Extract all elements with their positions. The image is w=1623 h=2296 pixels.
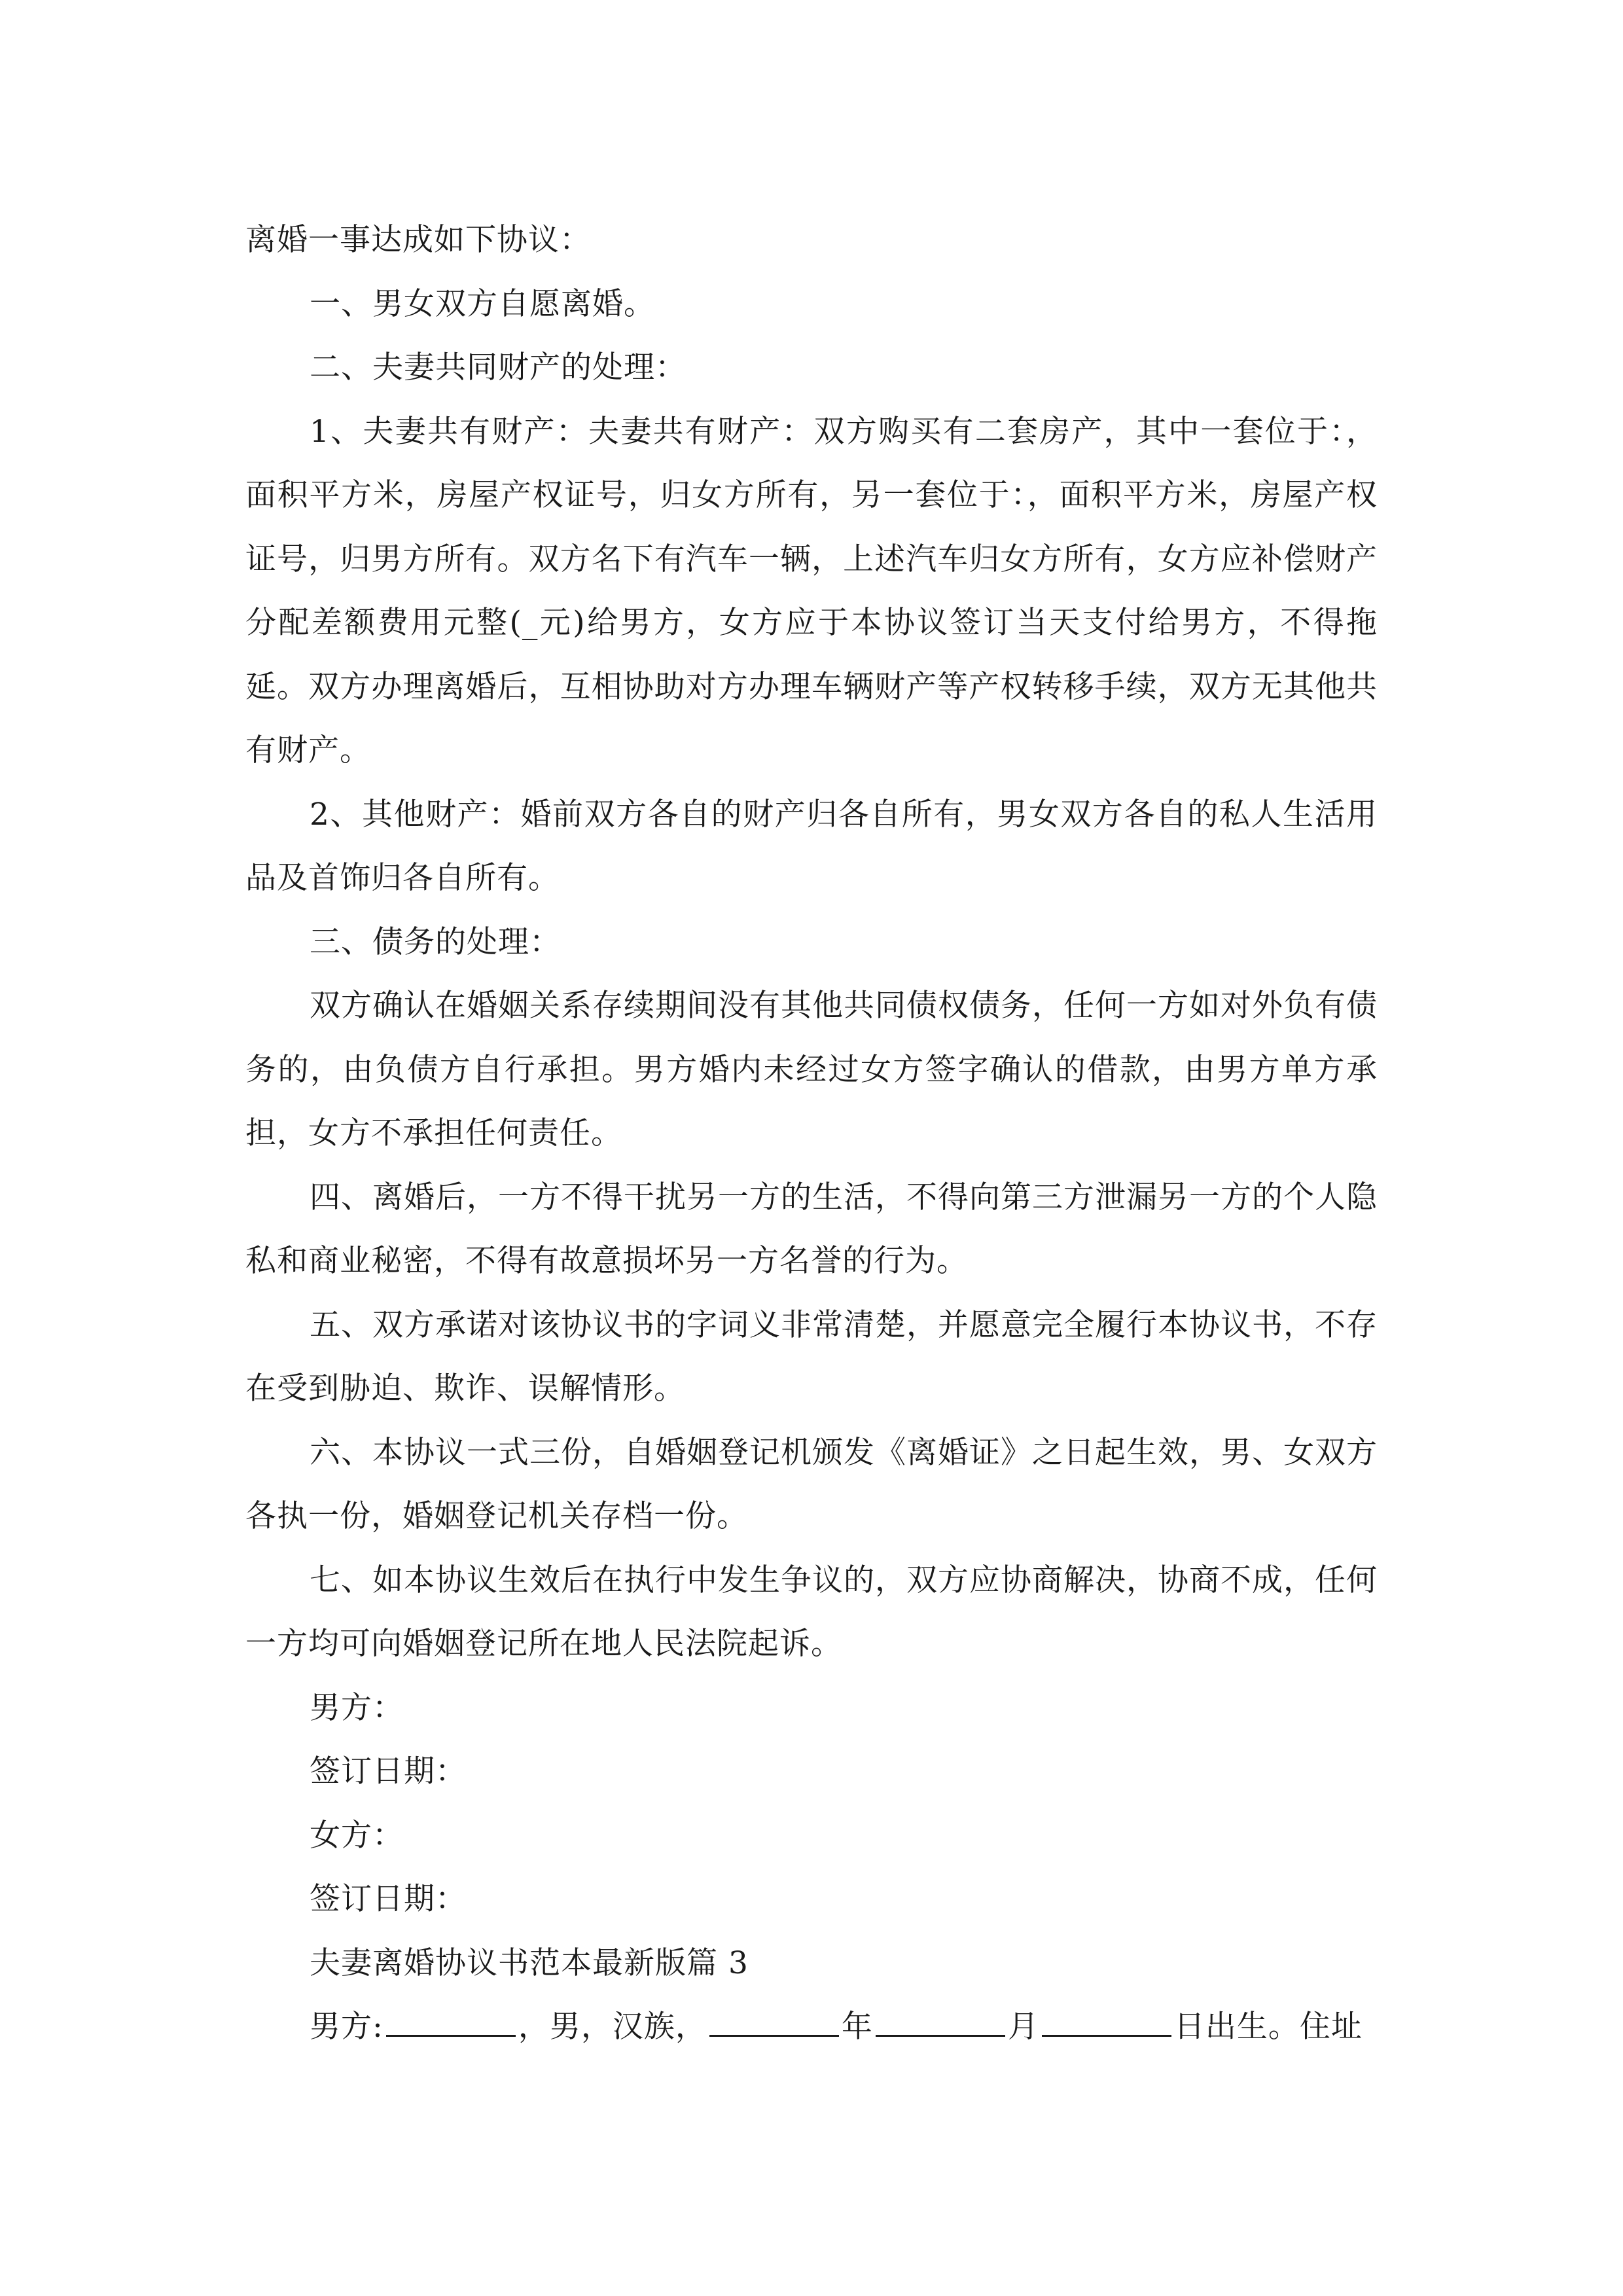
- year-blank: [709, 2009, 839, 2037]
- husband-sign-date-label: 签订日期：: [310, 1753, 467, 1789]
- month-blank: [876, 2009, 1005, 2037]
- year-label: 年: [841, 2009, 873, 2045]
- wife-signature-label: 女方：: [310, 1817, 404, 1854]
- husband-info-line: [245, 1995, 1378, 2059]
- clause-3-body: 双方确认在婚姻关系存续期间没有其他共同债权债务，任何一方如对外负有债务的，由负债方自行承担。男方婚内未经过女方签字确认的借款，由男方单方承担，女方不承担任何责任。: [245, 988, 1378, 1151]
- clause-4: 四、离婚后，一方不得干扰另一方的生活，不得向第三方泄漏另一方的个人隐私和商业秘密，不得有故意损坏另一方名誉的行为。: [245, 1179, 1378, 1279]
- clause-2-item-2: 2、其他财产：婚前双方各自的财产归各自所有，男女双方各自的私人生活用品及首饰归各自所有。: [245, 796, 1378, 896]
- husband-info-label: 男方:: [310, 2009, 383, 2045]
- clause-7: 七、如本协议生效后在执行中发生争议的，双方应协商解决，协商不成，任何一方均可向婚姻登记所在地人民法院起诉。: [245, 1562, 1378, 1662]
- husband-info-sep: ，男，汉族，: [518, 2009, 707, 2045]
- month-label: 月: [1007, 2009, 1039, 2045]
- agreement-intro: 离婚一事达成如下协议：: [245, 222, 591, 258]
- husband-signature-label: 男方：: [310, 1689, 404, 1726]
- birth-address-label: 日出生。住址: [1173, 2009, 1363, 2045]
- name-blank: [386, 2009, 516, 2037]
- clause-5: 五、双方承诺对该协议书的字词义非常清楚，并愿意完全履行本协议书，不存在受到胁迫、欺诈、误解情形。: [245, 1306, 1378, 1407]
- clause-1: 一、男女双方自愿离婚。: [310, 285, 655, 322]
- document-body: [245, 208, 1378, 2059]
- clause-2-heading: 二、夫妻共同财产的处理：: [310, 350, 687, 386]
- wife-sign-date-label: 签订日期：: [310, 1881, 467, 1917]
- clause-2-item-1: 1、夫妻共有财产：夫妻共有财产：双方购买有二套房产，其中一套位于：，面积平方米，房屋产权证号，归女方所有，另一套位于：，面积平方米，房屋产权证号，归男方所有。双方名下有汽车一辆，上述汽车归女方所有，女方应补偿财产分配差额费用元整(_元)给男方，女方应于本协议签订当天支付给男方，不得拖延。双方办理离婚后，互相协助对方办理车辆财产等产权转移手续，双方无其他共有财产。: [245, 413, 1378, 768]
- clause-6: 六、本协议一式三份，自婚姻登记机颁发《离婚证》之日起生效，男、女双方各执一份，婚姻登记机关存档一份。: [245, 1434, 1378, 1534]
- clause-3-heading: 三、债务的处理：: [310, 924, 561, 960]
- day-blank: [1042, 2009, 1171, 2037]
- section-title-template-3: 夫妻离婚协议书范本最新版篇 3: [310, 1945, 749, 1981]
